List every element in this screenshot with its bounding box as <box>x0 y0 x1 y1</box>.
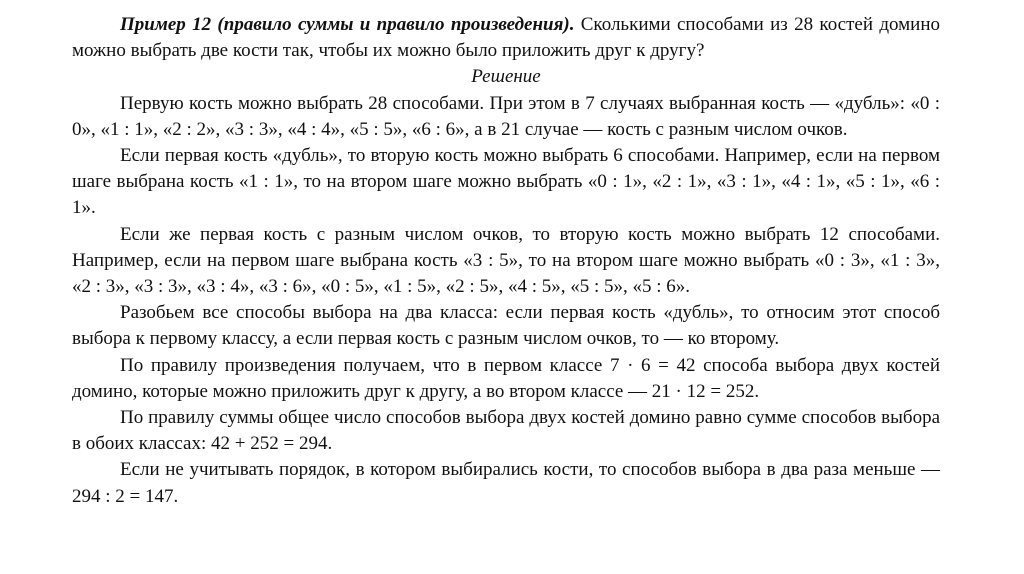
document-page <box>72 12 940 510</box>
paragraph-5: По правилу произведения получаем, что в первом классе 7 · 6 = 42 способа выбора двух костей домино, которые можно приложить друг к другу, а во втором классе — 21 · 12 = 252. <box>72 354 940 402</box>
problem-statement <box>72 12 940 64</box>
problem-title: Пример 12 (правило суммы и правило произведения). <box>120 14 575 35</box>
paragraph-2: Если первая кость «дубль», то вторую кость можно выбрать 6 способами. Например, если на первом шаге выбрана кость «1 : 1», то на втором шаге можно выбрать «0 : 1», «2 : 1», «3 : 1», «4 : 1», «5 : 1», «6 : 1». <box>72 145 940 219</box>
paragraph-6: По правилу суммы общее число способов выбора двух костей домино равно сумме способов выбора в обоих классах: 42 + 252 = 294. <box>72 407 940 455</box>
solution-heading: Решение <box>471 66 541 88</box>
paragraph-4: Разобьем все способы выбора на два класса: если первая кость «дубль», то относим этот способ выбора к первому классу, а если первая кость с разным числом очков, то — ко второму. <box>72 302 940 350</box>
problem-text: Сколькими способами из 28 костей домино можно выбрать две кости так, чтобы их можно было приложить друг к другу? <box>72 14 940 62</box>
paragraph-3: Если же первая кость с разным числом очков, то вторую кость можно выбрать 12 способами. Например, если на первом шаге выбрана кость «3 : 5», то на втором шаге можно выбрать «0 : 3», «1 : 3», «2 : 3», «3 : 3», «3 : 4», «3 : 6», «0 : 5», «1 : 5», «2 : 5», «4 : 5», «5 : 5», «5 : 6». <box>72 223 940 298</box>
paragraph-7: Если не учитывать порядок, в котором выбирались кости, то способов выбора в два раза меньше — 294 : 2 = 147. <box>72 459 940 507</box>
paragraph-1: Первую кость можно выбрать 28 способами. При этом в 7 случаях выбранная кость — «дубль»: «0 : 0», «1 : 1», «2 : 2», «3 : 3», «4 : 4», «5 : 5», «6 : 6», а в 21 случае — кость с разным числом очков. <box>72 92 940 140</box>
